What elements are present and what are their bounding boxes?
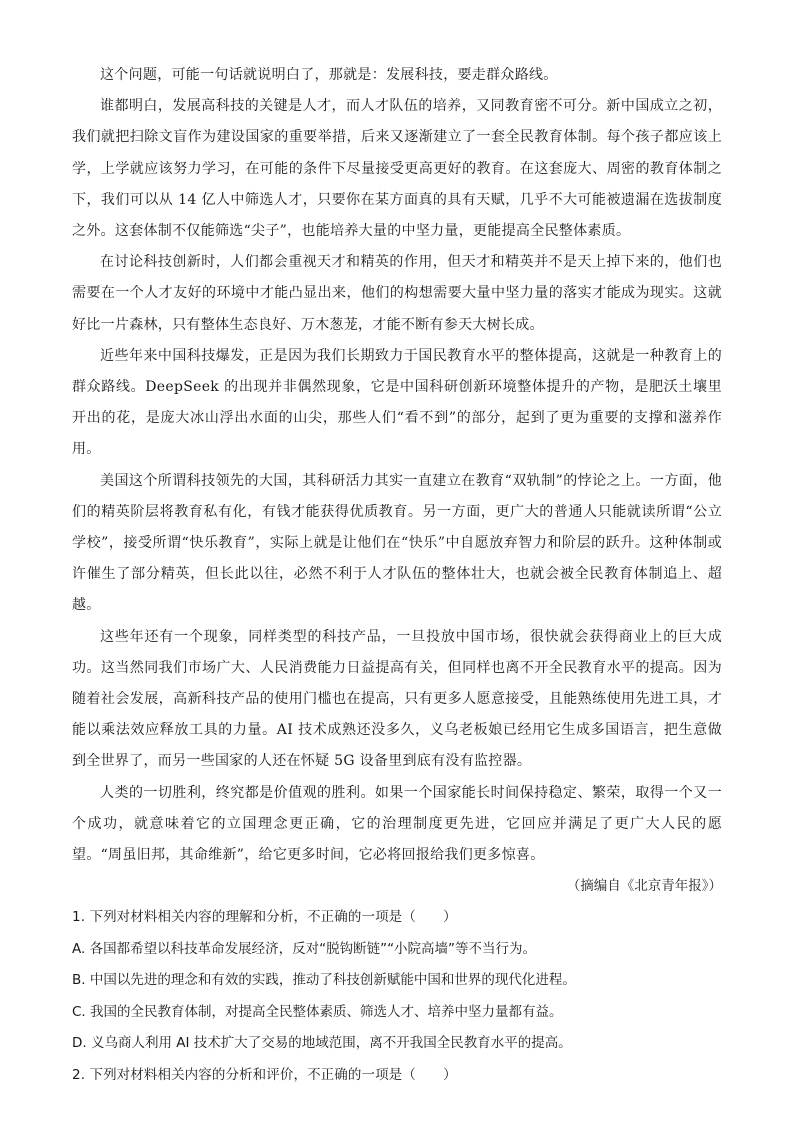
- article-paragraph-5: 美国这个所谓科技领先的大国，其科研活力其实一直建立在教育“双轨制”的悖论之上。一方面，他们的精英阶层将教育私有化，有钱才能获得优质教育。另一方面，更广大的普通人只能就读所谓“公立学校”，接受所谓“快乐教育”，实际上就是让他们在“快乐”中自愿放弃智力和阶层的跃升。这种体制或许催生了部分精英，但长此以往，必然不利于人才队伍的整体壮大，也就会被全民教育体制追上、超越。: [72, 472, 722, 614]
- document-page: [72, 60, 722, 1091]
- article-paragraph-1: 这个问题，可能一句话就说明白了，那就是：发展科技，要走群众路线。: [100, 67, 558, 83]
- option-c: C. 我国的全民教育体制，对提高全民整体素质、筛选人才、培养中坚力量都有益。: [72, 1003, 563, 1020]
- article-paragraph-6: 这些年还有一个现象，同样类型的科技产品，一旦投放中国市场，很快就会获得商业上的巨大成功。这当然同我们市场广大、人民消费能力日益提高有关，但同样也离不开全民教育水平的提高。因为随着社会发展，高新科技产品的使用门槛也在提高，只有更多人愿意接受，且能熟练使用先进工具，才能以乘法效应释放工具的力量。AI 技术成熟还没多久，义乌老板娘已经用它生成多国语言，把生意做到全世界了，而另一些国家的人还在怀疑 5G 设备里到底有没有监控器。: [72, 628, 722, 770]
- option-b: B. 中国以先进的理念和有效的实践，推动了科技创新赋能中国和世界的现代化进程。: [72, 972, 576, 989]
- option-a: A. 各国都希望以科技革命发展经济，反对“脱钩断链”“小院高墙”等不当行为。: [72, 940, 537, 957]
- question-stem: 2. 下列对材料相关内容的分析和评价，不正确的一项是（ ）: [72, 1066, 457, 1083]
- article-paragraph-3: 在讨论科技创新时，人们都会重视天才和精英的作用，但天才和精英并不是天上掉下来的，他们也需要在一个人才友好的环境中才能凸显出来，他们的构想需要大量中坚力量的落实才能成为现实。这就好比一片森林，只有整体生态良好、万木葱茏，才能不断有参天大树长成。: [72, 254, 722, 333]
- question-stem: 1. 下列对材料相关内容的理解和分析，不正确的一项是（ ）: [72, 909, 457, 926]
- article-paragraph-7: 人类的一切胜利，终究都是价值观的胜利。如果一个国家能长时间保持稳定、繁荣，取得一个又一个成功，就意味着它的立国理念更正确，它的治理制度更先进，它回应并满足了更广大人民的愿望。“周虽旧邦，其命维新”，给它更多时间，它必将回报给我们更多惊喜。: [72, 784, 722, 864]
- article-body: [72, 60, 722, 902]
- article-source: （摘编自《北京青年报》）: [566, 878, 722, 895]
- question-1: [72, 902, 722, 1060]
- article-paragraph-2: 谁都明白，发展高科技的关键是人才，而人才队伍的培养，又同教育密不可分。新中国成立之初，我们就把扫除文盲作为建设国家的重要举措，后来又逐渐建立了一套全民教育体制。每个孩子都应该上学，上学就应该努力学习，在可能的条件下尽量接受更高更好的教育。在这套庞大、周密的教育体制之下，我们可以从 14 亿人中筛选人才，只要你在某方面真的具有天赋，几乎不大可能被遗漏在选拔制度之外。这套体制不仅能筛选“尖子”，也能培养大量的中坚力量，更能提高全民整体素质。: [72, 98, 722, 240]
- question-2: [72, 1060, 722, 1092]
- article-paragraph-4: 近些年来中国科技爆发，正是因为我们长期致力于国民教育水平的整体提高，这就是一种教育上的群众路线。DeepSeek 的出现并非偶然现象，它是中国科研创新环境整体提升的产物，是肥沃土壤里开出的花，是庞大冰山浮出水面的山尖，那些人们“看不到”的部分，起到了更为重要的支撑和滋养作用。: [72, 347, 722, 458]
- option-d: D. 义乌商人利用 AI 技术扩大了交易的地域范围，离不开我国全民教育水平的提高。: [72, 1035, 572, 1052]
